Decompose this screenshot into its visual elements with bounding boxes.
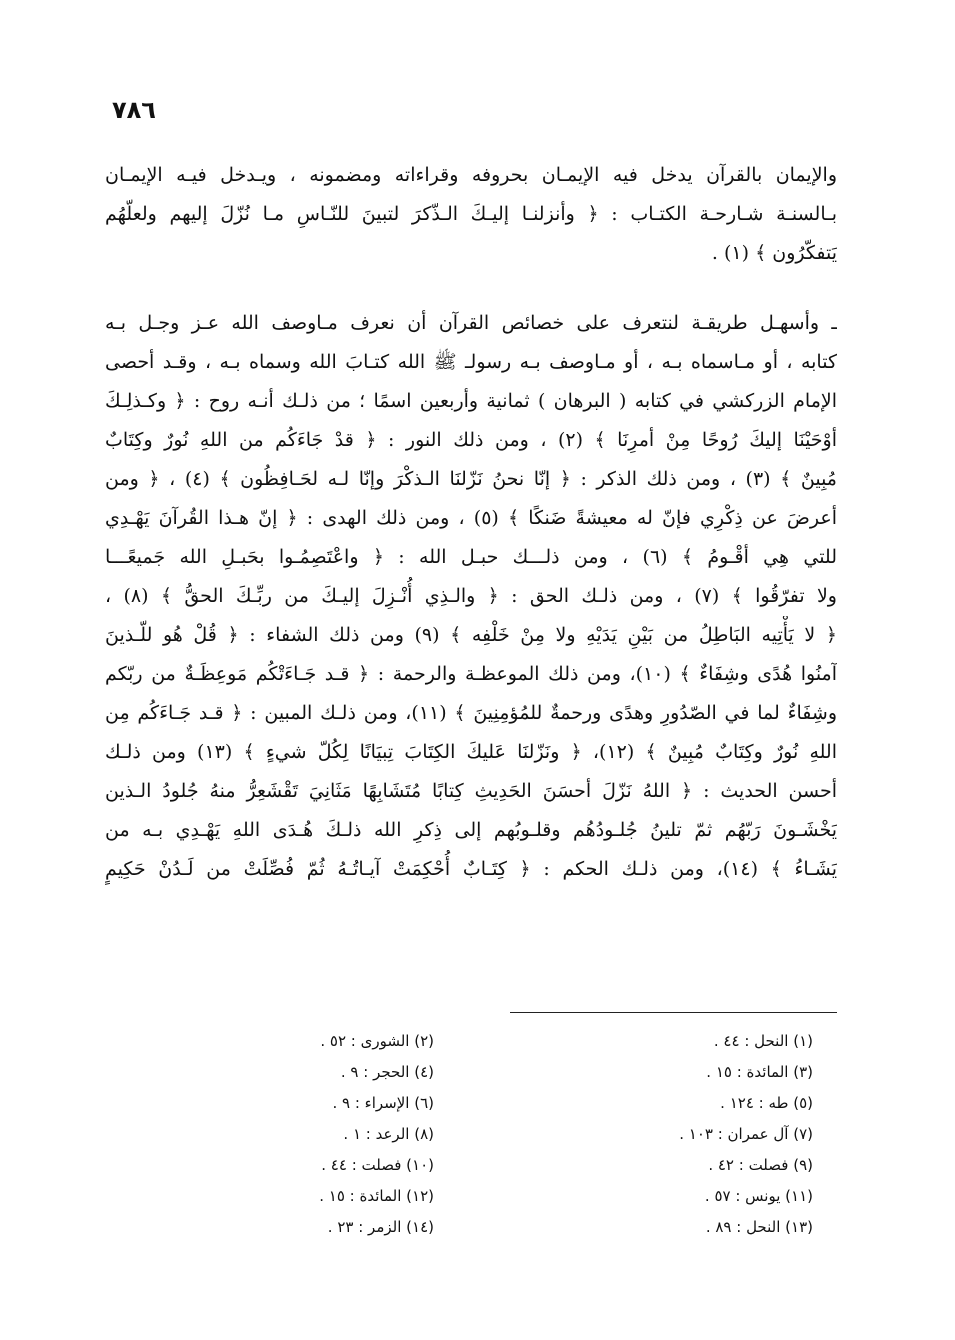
text-line: اللهِ نُورٌ وكِتَابٌ مُبِينٌ ﴾ (١٢)، ﴿ ونَزّلنَا عَليكَ الكِتَابَ تِبيَانًا لِكُلّ شيءٍ ﴾ (١٣) ومن ذلـك — [105, 741, 837, 763]
paragraph-1 — [105, 156, 837, 273]
text-line: أعرضَ عن ذِكْرِي فإنّ له معيشةً ضَنكًا ﴾ (٥) ، ومن ذلك الهدى : ﴿ إنّ هـذا القُرآنَ يَهْـدِي — [105, 507, 837, 529]
footnote: (٢) الشورى : ٥٢ . — [320, 1032, 434, 1050]
text-line: كتابه ، أو مـاسماه بـه ، أو مـاوصف بـه رسولـ ﷺ الله كتـابَ الله وسماه بـه ، وقـد أحصى — [105, 351, 837, 373]
text-line: ـ وأسهـل طريقـة لنتعرف على خصائص القرآن أن نعرف مـاوصف الله عـز وجـل بـه — [105, 312, 837, 334]
text-line: يَتفكّرُون ﴾ (١) . — [711, 242, 837, 264]
text-line: مُبِينٌ ﴾ (٣) ، ومن ذلك الذكر : ﴿ إنّا نحنُ نَزّلنَا الـذكْرَ وإنّا لـه لحَـافِظُون ﴾ (٤) ، ﴿ ومن — [105, 468, 837, 490]
text-line: للتي هِي أقْـومُ ﴾ (٦) ، ومن ذلـــك حبـل الله : ﴿ واعْتَصِمُـوا بحَبـلِ الله جَميعًـــا — [105, 546, 837, 568]
footnote: (١٣) النحل : ٨٩ . — [705, 1218, 813, 1236]
footnote: (١٠) فصلت : ٤٤ . — [321, 1156, 434, 1174]
footnote: (١٢) المائدة : ١٥ . — [319, 1187, 434, 1205]
footnote: (٦) الإسراء : ٩ . — [332, 1094, 434, 1112]
footnote-divider — [510, 1012, 837, 1013]
footnote: (٩) فصلت : ٤٢ . — [708, 1156, 813, 1174]
text-line: الإمام الزركشي في كتابه ( البرهان ) ثمانية وأربعين اسمًا ؛ من ذلـك أنـه روح : ﴿ وكـذلِـكَ — [105, 390, 837, 412]
footnote: (٥) طه : ١٢٤ . — [720, 1094, 813, 1112]
footnotes-right-column — [643, 1026, 813, 1243]
footnote: (٨) الرعد : ١ . — [343, 1125, 434, 1143]
footnote: (٤) الحجر : ٩ . — [340, 1063, 434, 1081]
text-line: آمنُوا هُدًى وشِفَاءٌ ﴾ (١٠)، ومن ذلك الموعظـة والرحمة : ﴿ قـد جَـاءَتْكُم مَوعِظَـةٌ من ربّكم — [105, 663, 837, 685]
footnote: (١٤) الزمر : ٢٣ . — [327, 1218, 434, 1236]
footnote: (١١) يونس : ٥٧ . — [704, 1187, 813, 1205]
page-number: ٧٨٦ — [112, 96, 156, 124]
footnote: (٧) آل عمران : ١٠٣ . — [679, 1125, 813, 1143]
text-line: ﴿ لا يَأْتِيه البَاطِلُ من بَيْنِ يَدَيْهِ ولا مِنْ خَلْفِه ﴾ (٩) ومن ذلك الشفاء : ﴿ قُلْ هُو للّـذينَ — [105, 624, 837, 646]
text-line: ولا تفرّقُوا ﴾ (٧) ، ومن ذلـك الحق : ﴿ والـذِي أُنْـزِلَ إليـكَ من ربِّـكَ الحقُّ ﴾ (٨) ، — [105, 585, 837, 607]
text-line: وشِفَاءٌ لما في الصّدُورِ وهدًى ورحمةٌ للمُؤمِنِينَ ﴾ (١١)، ومن ذلـك المبين : ﴿ قـد جَـاءَكُم مِن — [105, 702, 837, 724]
text-line: يَخْشَـونَ رَبّهُم ثمّ تلينُ جُلـودُهُم وقلـوبُهم إلى ذِكرِ الله ذلـكَ هُـدَى اللهِ يَهْـدِي بـه من — [105, 819, 837, 841]
text-line: أوْحَيْنَا إليكَ رُوحًا مِنْ أمرِنَا ﴾ (٢) ، ومن ذلك النور : ﴿ قدْ جَاءَكُم من اللهِ نُورٌ وكِتَابٌ — [105, 429, 837, 451]
footnote: (١) النحل : ٤٤ . — [713, 1032, 813, 1050]
footnotes-left-column — [294, 1026, 434, 1243]
text-line: يَشَـاءُ ﴾ (١٤)، ومن ذلـك الحكم : ﴿ كِتَـابٌ أُحْكِمَتْ آيـاتُـهُ ثُمّ فُصِّلَتْ من لَـدُنْ حَكِيمٍ — [105, 858, 837, 880]
paragraph-2 — [105, 304, 837, 889]
footnote: (٣) المائدة : ١٥ . — [706, 1063, 813, 1081]
text-line: والإيمان بالقرآن يدخل فيه الإيمـان بحروفه وقراءاته ومضمونه ، ويـدخل فيـه الإيمـان — [105, 164, 837, 186]
text-line: بـالسنـة شـارحـة الكتـاب : ﴿ وأنزلنـا إليـكَ الـذّكرَ لتبينَ للنّـاسِ مـا نُزّلَ إليهم ولعلّهُم — [105, 203, 837, 225]
text-line: أحسن الحديث : ﴿ اللهُ نَزّلَ أحسَنَ الحَدِيثِ كِتابًا مُتَشَابِهًا مَثَانِيَ تَقْشَعِرُّ منهُ جُلودُ الـذين — [105, 780, 837, 802]
